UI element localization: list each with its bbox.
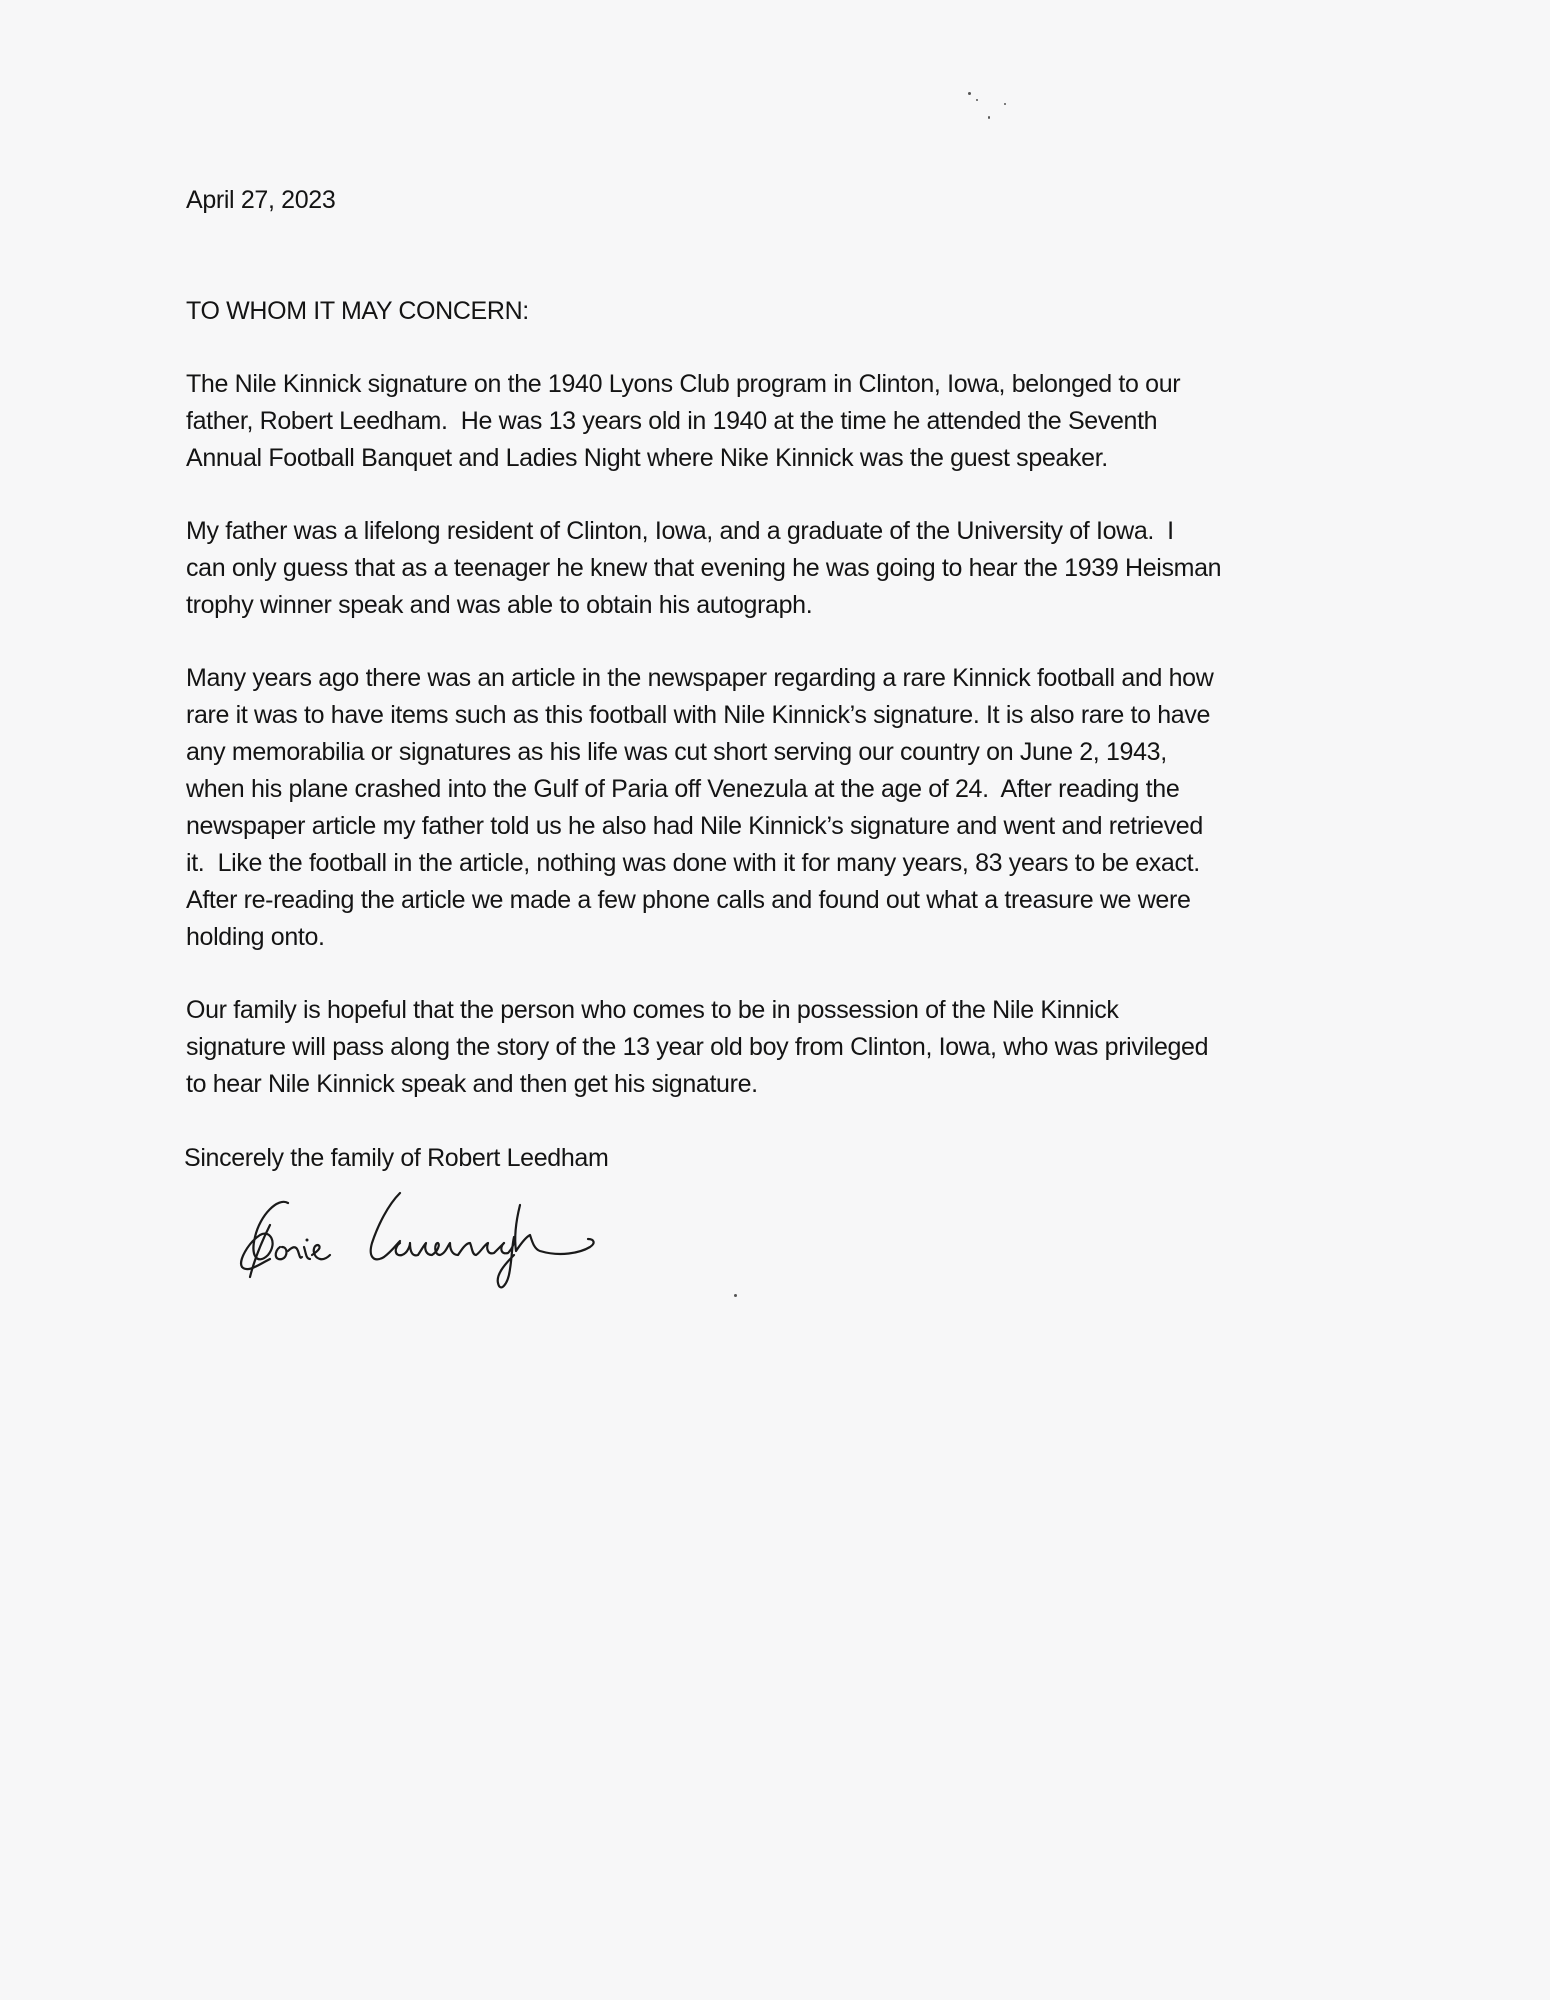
paragraph-line: can only guess that as a teenager he knew that evening he was going to hear the 1939 Heisman [186, 554, 1222, 582]
paragraph-line: The Nile Kinnick signature on the 1940 Lyons Club program in Clinton, Iowa, belonged to our [186, 370, 1181, 398]
letter-date: April 27, 2023 [186, 186, 336, 214]
paragraph-line: holding onto. [186, 923, 325, 951]
scan-speck [988, 116, 990, 119]
paragraph-line: when his plane crashed into the Gulf of Paria off Venezula at the age of 24. After reading the [186, 775, 1180, 803]
paragraph-line: to hear Nile Kinnick speak and then get his signature. [186, 1070, 758, 1098]
paragraph-line: trophy winner speak and was able to obtain his autograph. [186, 591, 813, 619]
signature-stroke [276, 1247, 287, 1259]
paragraph-3 [186, 660, 1386, 956]
closing: Sincerely the family of Robert Leedham [184, 1144, 609, 1172]
paragraph-line: rare it was to have items such as this football with Nile Kinnick’s signature. It is also rare to have [186, 701, 1211, 729]
handwritten-signature [230, 1185, 770, 1305]
signature-stroke [304, 1247, 310, 1259]
scan-speck [976, 99, 978, 101]
paragraph-1 [186, 366, 1386, 477]
letter-body [186, 182, 1386, 1177]
paragraph-line: Annual Football Banquet and Ladies Night where Nike Kinnick was the guest speaker. [186, 444, 1108, 472]
signature-stroke [396, 1243, 504, 1255]
salutation: TO WHOM IT MAY CONCERN: [186, 297, 529, 325]
paragraph-4 [186, 992, 1386, 1103]
paragraph-2 [186, 513, 1386, 624]
paragraph-line: any memorabilia or signatures as his life was cut short serving our country on June 2, 1943, [186, 738, 1167, 766]
scan-speck [968, 92, 971, 95]
signature-stroke [288, 1247, 302, 1258]
signature-stroke [515, 1205, 593, 1254]
signature-stroke [312, 1245, 330, 1259]
scan-speck [1004, 103, 1006, 105]
scan-speck [734, 1294, 737, 1297]
paragraph-line: newspaper article my father told us he also had Nile Kinnick’s signature and went and retrieved [186, 812, 1203, 840]
paragraph-line: signature will pass along the story of the 13 year old boy from Clinton, Iowa, who was privileged [186, 1033, 1209, 1061]
paragraph-line: My father was a lifelong resident of Clinton, Iowa, and a graduate of the University of Iowa. I [186, 517, 1174, 545]
paragraph-line: Many years ago there was an article in the newspaper regarding a rare Kinnick football and how [186, 664, 1214, 692]
paragraph-line: After re-reading the article we made a few phone calls and found out what a treasure we were [186, 886, 1191, 914]
paragraph-line: it. Like the football in the article, nothing was done with it for many years, 83 years to be exact. [186, 849, 1200, 877]
paragraph-line: Our family is hopeful that the person who comes to be in possession of the Nile Kinnick [186, 996, 1119, 1024]
paragraph-line: father, Robert Leedham. He was 13 years old in 1940 at the time he attended the Seventh [186, 407, 1158, 435]
signature-stroke [498, 1237, 515, 1287]
